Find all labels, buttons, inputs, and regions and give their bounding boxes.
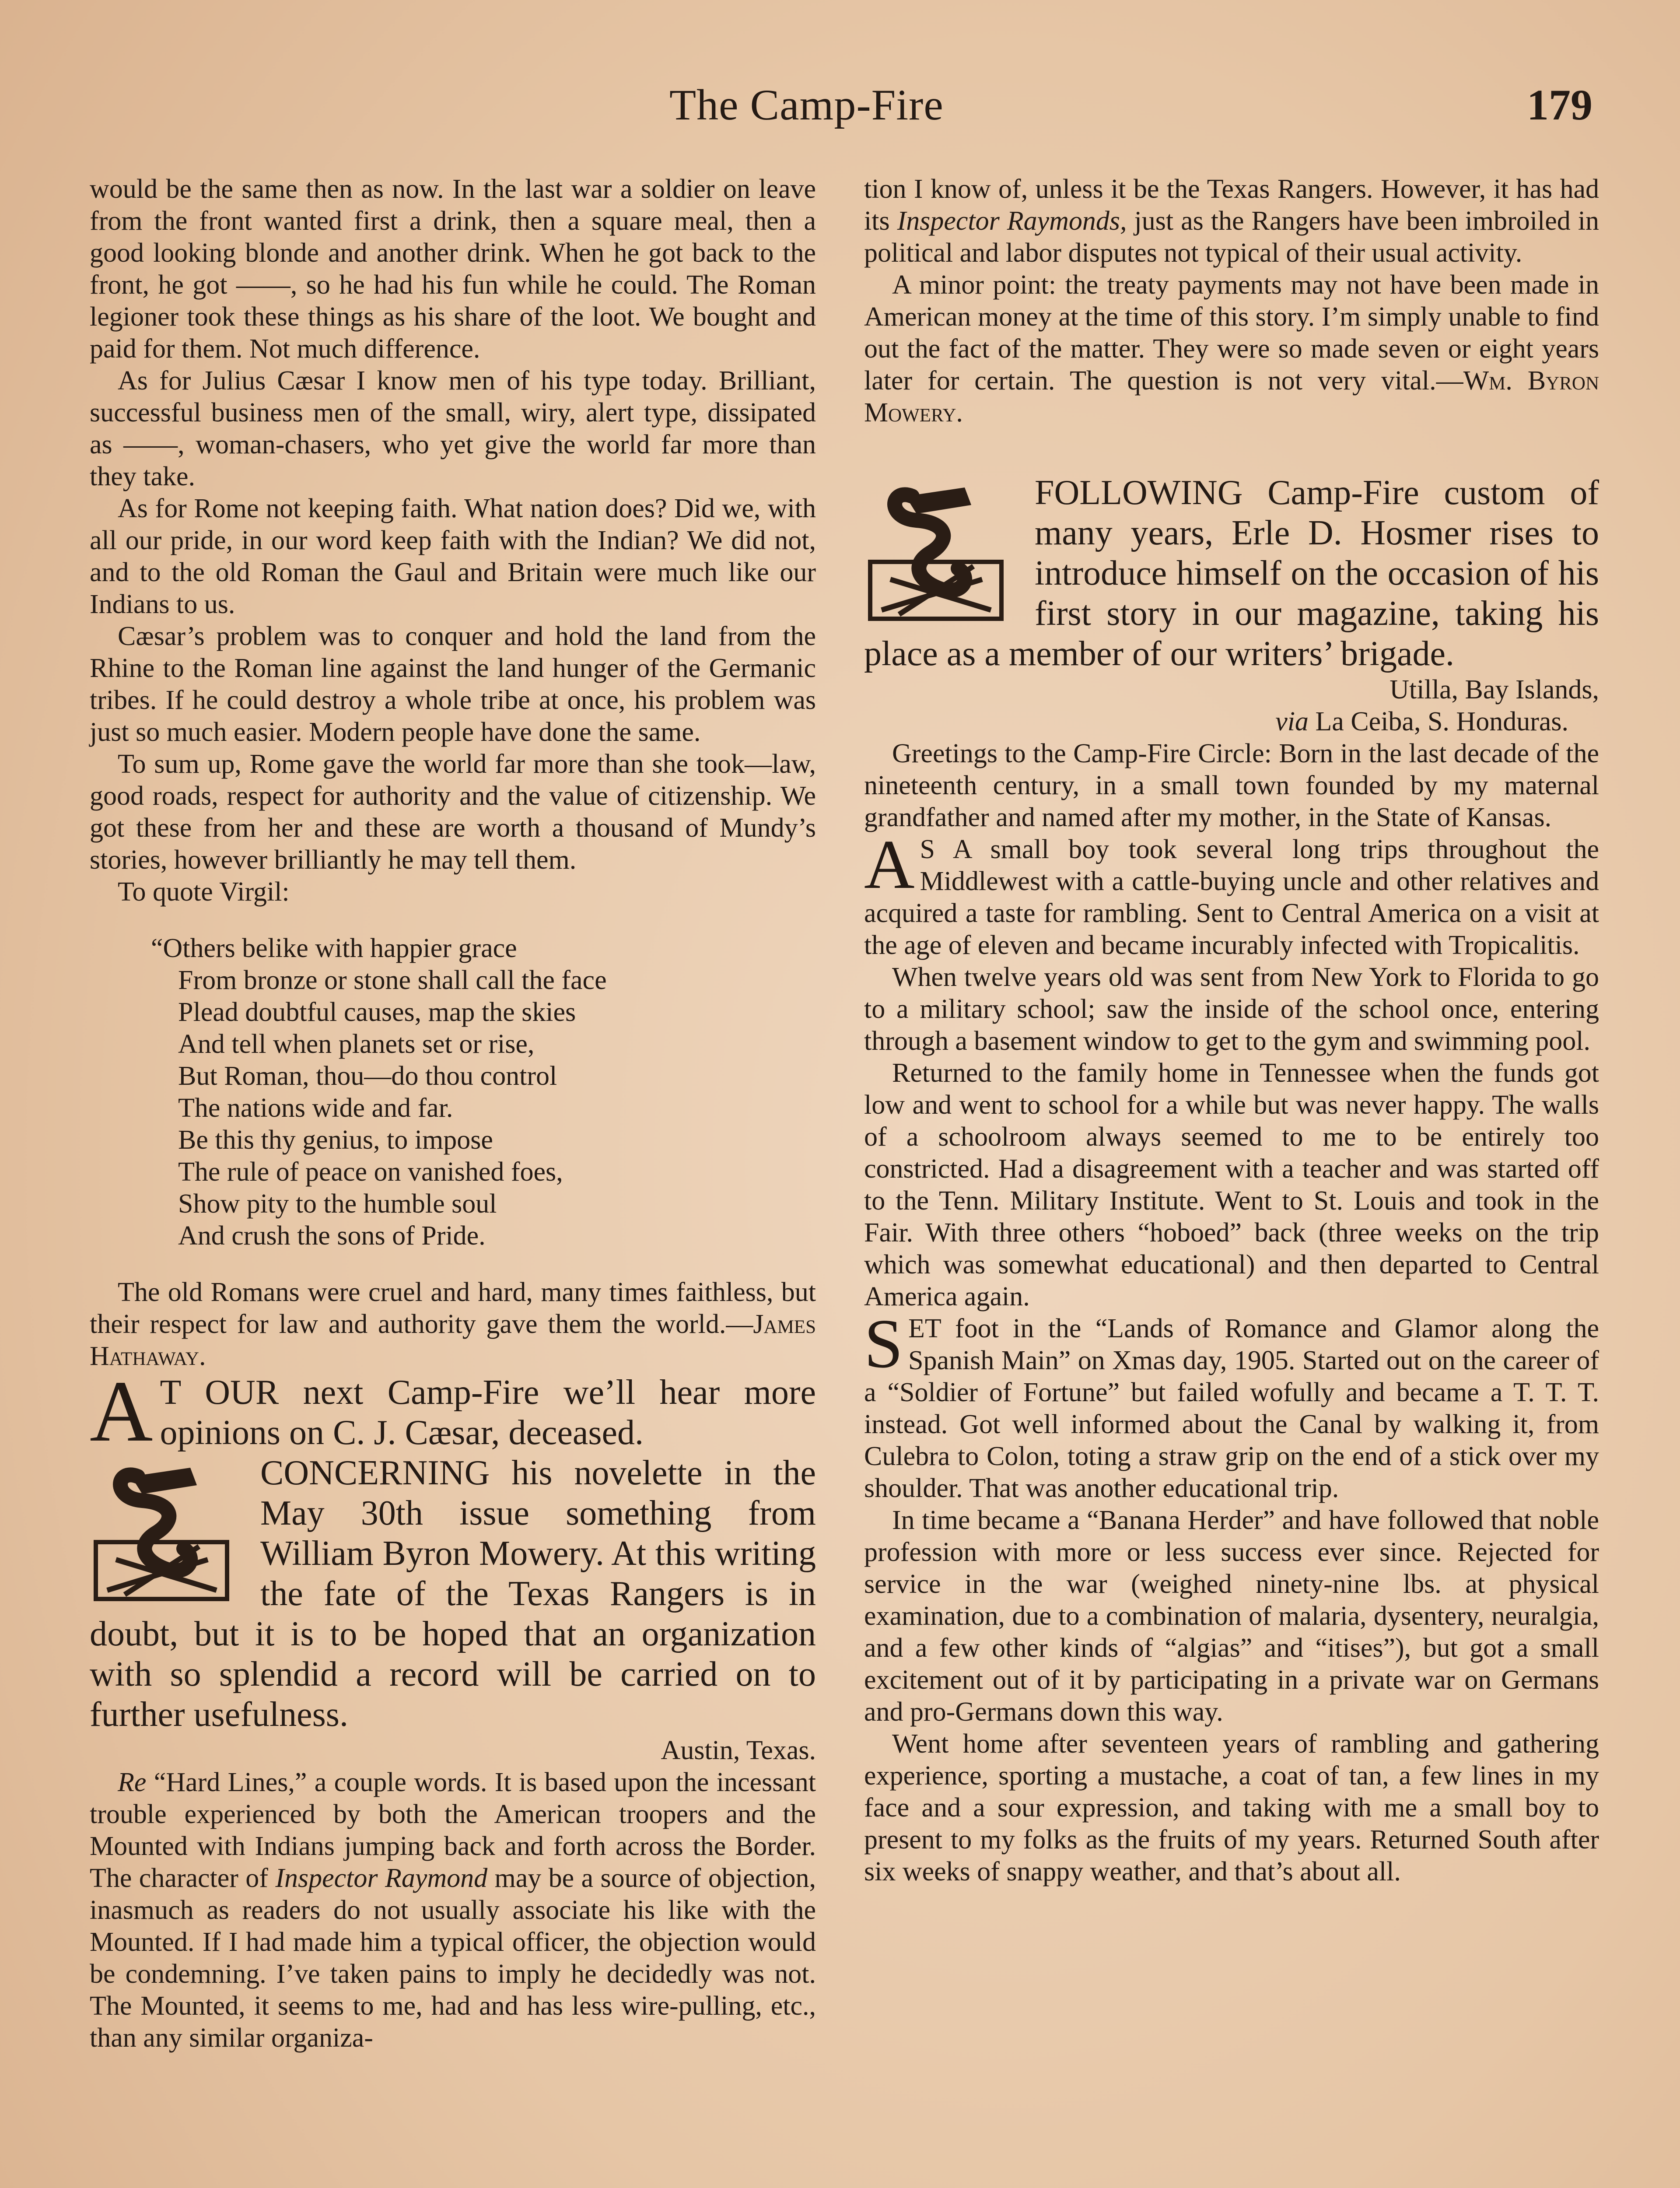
italic-re: Re xyxy=(118,1767,147,1797)
left-column xyxy=(90,173,816,2054)
paragraph: would be the same then as now. In the last war a soldier on leave from the front wanted first a drink, then a square meal, then a good looking blonde and another drink. When he got back to the front, he got ——, so he had his fun while he could. The Roman legioner took these things as his share of the loot. We bought and paid for them. Not much difference. xyxy=(90,174,816,364)
paragraph: When twelve years old was sent from New York to Florida to go to a military school; saw the inside of the school once, entering through a basement window to get to the gym and swimming pool. xyxy=(864,962,1599,1056)
verse-line: Be this thy genius, to impose xyxy=(178,1125,493,1155)
dateline: Utilla, Bay Islands, xyxy=(1390,675,1599,705)
verse-line: “Others belike with happier grace xyxy=(151,933,517,963)
paragraph: In time became a “Banana Herder” and have followed that noble profession with more or less success ever since. Rejected for service in the war (weighed ninety-nine lbs. at physical examination, due to a combination of malaria, dysentery, neuralgia, and a few other kinds of “algias” and “itises”), but got a small excitement out of it by participating in a private war on Germans and pro-Germans down this way. xyxy=(864,1505,1599,1727)
dateline xyxy=(864,706,1599,738)
verse-line: And tell when planets set or rise, xyxy=(178,1029,535,1059)
paragraph-text: just as the Rangers have been imbroiled in political and labor disputes not typical of their usual activity. xyxy=(864,206,1599,268)
paragraph: To quote Virgil: xyxy=(118,877,290,907)
signature: Wm. Byron Mowery. xyxy=(864,366,1599,428)
paragraph: As for Rome not keeping faith. What nation does? Did we, with all our pride, in our word keep faith with the Indian? We did not, and to the old Roman the Gaul and Britain were much like our Indians to us. xyxy=(90,494,816,619)
page-number: 179 xyxy=(1527,81,1592,129)
paragraph xyxy=(864,173,1599,269)
section-intro xyxy=(90,1453,816,1735)
dateline: Austin, Texas. xyxy=(661,1736,816,1765)
right-column xyxy=(864,173,1599,1888)
verse-line: And crush the sons of Pride. xyxy=(178,1221,486,1251)
paragraph-text: tion I know of, unless it be the Texas Rangers. However, it has had its xyxy=(864,174,1599,236)
verse-line: From bronze or stone shall call the face xyxy=(178,965,607,995)
verse-line: But Roman, thou—do thou control xyxy=(178,1061,557,1091)
paragraph: As for Julius Cæsar I know men of his type today. Brilliant, successful business men of the small, wiry, alert type, dissipated as ——, woman-chasers, who yet give the world far more than they take. xyxy=(90,366,816,491)
drop-cap: A xyxy=(864,825,915,903)
paragraph: Greetings to the Camp-Fire Circle: Born in the last decade of the nineteenth century, in a small town founded by my maternal grandfather and named after my mother, in the State of Kansas. xyxy=(864,739,1599,832)
italic-via: via xyxy=(1275,707,1309,736)
paragraph-with-signature xyxy=(864,269,1599,429)
announcement xyxy=(90,1363,816,1460)
italic-name: Inspector Raymond xyxy=(275,1863,488,1893)
section-paragraph xyxy=(864,825,1599,961)
verse-line: The nations wide and far. xyxy=(178,1093,453,1123)
paragraph-with-signature xyxy=(90,1276,816,1372)
section-intro xyxy=(864,473,1599,674)
intro-lead: CONCERNING xyxy=(260,1454,490,1492)
italic-name: Inspector Raymonds, xyxy=(897,206,1127,236)
verse-line: Plead doubtful causes, map the skies xyxy=(178,997,576,1027)
paragraph-text: “Hard Lines,” a couple words. It is based upon the incessant trouble experienced by both the American troopers and the Mounted with Indians jumping back and forth across the Border. The character of xyxy=(90,1767,816,1893)
dateline-text: La Ceiba, S. Honduras. xyxy=(1308,707,1568,736)
paragraph-text: S A small boy took several long trips throughout the Middlewest with a cattle-buying uncle and other relatives and acquired a taste for rambling. Sent to Central America on a visit at the age of eleven and became incurably infected with Tropicalitis. xyxy=(864,835,1599,960)
paragraph-text: The old Romans were cruel and hard, many times faithless, but their respect for law and authority gave them the world.— xyxy=(90,1277,816,1339)
paragraph: To sum up, Rome gave the world far more than she took—law, good roads, respect for authority and the value of citizenship. We got these from her and these are worth a thousand of Mundy’s stories, however brilliantly he may tell them. xyxy=(90,749,816,875)
section-paragraph xyxy=(864,1304,1599,1504)
paragraph-text: may be a source of objection, inasmuch as readers do not usually associate his like with the Mounted. If I had made him a typical officer, the objection would be condemning. I’ve taken pains to imply he decidedly was not. The Mounted, it seems to me, had and has less wire-pulling, etc., than any similar organiza- xyxy=(90,1863,816,2053)
running-head: The Camp-Fire xyxy=(669,81,944,129)
paragraph: Returned to the family home in Tennessee when the funds got low and went to school for a while but was never happy. The walls of a schoolroom always seemed to me to be entirely too constricted. Had a disagreement with a teacher and was started off to the Tenn. Military Institute. Went to St. Louis and took in the Fair. With three others “hoboed” back (three weeks on the trip which was somewhat educational) and then departed to Central America again. xyxy=(864,1058,1599,1311)
intro-lead: FOLLOWING xyxy=(1035,473,1243,512)
announcement-text: T OUR next Camp-Fire we’ll hear more opinions on C. J. Cæsar, deceased. xyxy=(160,1373,816,1452)
intro-text: Camp-Fire custom of many years, Erle D. Hosmer rises to introduce himself on the occasion of his first story in our magazine, taking his place as a member of our writers’ brigade. xyxy=(864,473,1599,673)
paragraph: Cæsar’s problem was to conquer and hold the land from the Rhine to the Roman line against the land hunger of the Germanic tribes. If he could destroy a whole tribe at once, his problem was just so much easier. Modern people have done the same. xyxy=(90,621,816,747)
paragraph: Went home after seventeen years of rambling and gathering experience, sporting a mustache, a coat of tan, a few lines in my face and a sour expression, and taking with me a small boy to present to my folks as the fruits of my years. Returned South after six weeks of snappy weather, and that’s about all. xyxy=(864,1729,1599,1886)
drop-cap: A xyxy=(90,1363,153,1460)
intro-text: his novelette in the May 30th issue something from William Byron Mowery. At this writing the fate of the Texas Rangers is in doubt, but it is to be hoped that an organization with so splendid a record will be carried on to further usefulness. xyxy=(90,1454,816,1734)
paragraph-text: A minor point: the treaty payments may not have been made in American money at the time of this story. I’m simply unable to find out the fact of the matter. They were so made seven or eight years later for certain. The question is not very vital.— xyxy=(864,270,1599,396)
paragraph xyxy=(90,1767,816,2054)
paragraph-text: ET foot in the “Lands of Romance and Glamor along the Spanish Main” on Xmas day, 1905. Started out on the career of a “Soldier of Fortune” but failed wofully and became a T. T. T. instead. Got well informed about the Canal by walking it, from Culebra to Colon, toting a straw grip on the end of a stick over my shoulder. That was another educational trip. xyxy=(864,1314,1599,1503)
verse-line: Show pity to the humble soul xyxy=(178,1189,497,1219)
campfire-ornament-icon xyxy=(864,479,1022,628)
verse-quote xyxy=(151,933,816,1252)
signature: James Hathaway. xyxy=(90,1309,816,1371)
campfire-ornament-icon xyxy=(90,1459,247,1608)
verse-line: The rule of peace on vanished foes, xyxy=(178,1157,563,1187)
drop-cap: S xyxy=(864,1304,903,1382)
